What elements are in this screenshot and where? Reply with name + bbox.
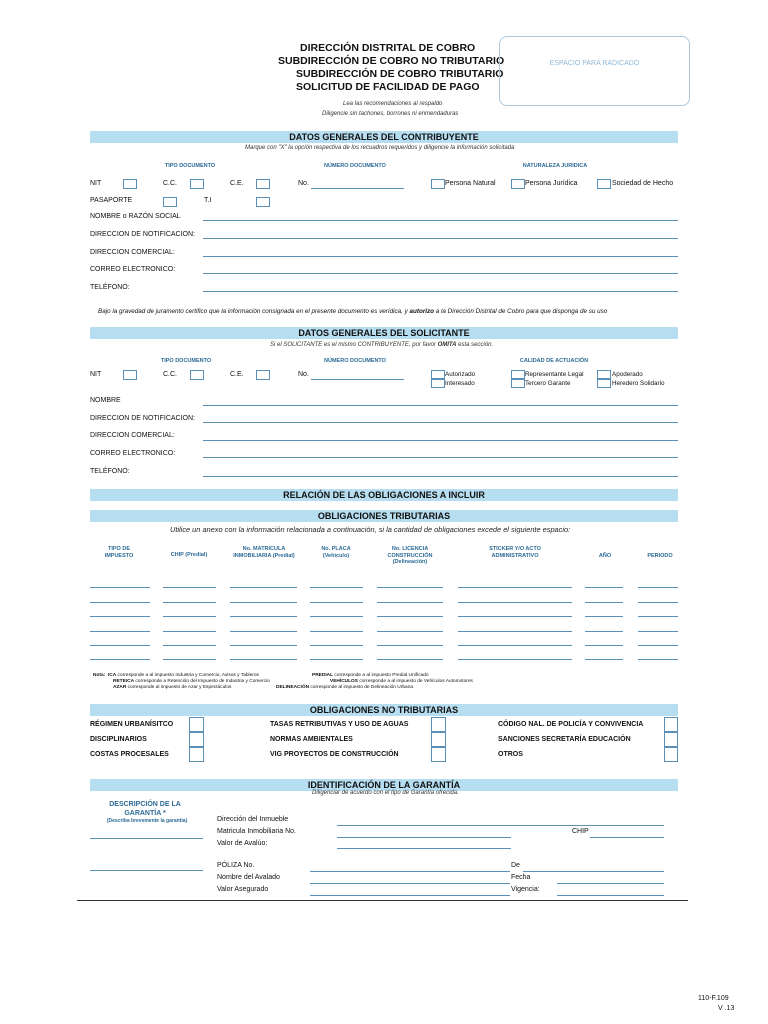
checkbox-apoderado[interactable] [597,370,611,379]
col-naturaleza-juridica: NATURALEZA JURIDICA [522,163,588,169]
sol-label-correo-electronico: CORREO ELECTRONICO: [90,450,176,457]
sol-label-direccion-notificacion: DIRECCION DE NOTIFICACION: [90,415,196,422]
input-nombre-razon-social[interactable] [203,220,678,221]
nota-azar [113,685,231,690]
input-de[interactable] [523,871,664,872]
sol-col-calidad-actuacion: CALIDAD DE ACTUACIÓN [519,358,589,364]
header-title-2: SUBDIRECCIÓN DE COBRO NO TRIBUTARIO [278,55,505,67]
col-ano: AÑO [598,553,612,559]
nota-delineacion-key: DELINEACIÓN [276,685,310,690]
sol-label-ce: C.E. [230,371,244,378]
checkbox-ti[interactable] [256,197,270,207]
col-sticker: STICKER Y/O ACTO ADMINISTRATIVO [489,546,541,559]
nota-reteica [113,679,270,684]
tributaria-cell-line[interactable] [585,616,623,617]
section-garantia-title: IDENTIFICACIÓN DE LA GARANTÍA [90,779,678,791]
tributaria-cell-line[interactable] [458,659,572,660]
tributaria-cell-line[interactable] [458,602,572,603]
tributaria-cell-line[interactable] [230,602,297,603]
tributaria-cell-line[interactable] [377,602,443,603]
tributaria-cell-line[interactable] [230,587,297,588]
tributaria-cell-line[interactable] [90,645,150,646]
tributaria-cell-line[interactable] [310,645,363,646]
tributaria-cell-line[interactable] [230,645,297,646]
label-cc: C.C. [163,180,177,187]
solicitante-instr-b: OMITA [437,342,457,348]
label-direccion-comercial: DIRECCION COMERCIAL: [90,249,175,256]
label-matricula-inmobiliaria: Matricula Inmobiliaria No. [217,828,296,835]
sol-checkbox-ce[interactable] [256,370,270,380]
nota-predial [312,673,429,678]
tributaria-cell-line[interactable] [638,616,678,617]
input-valor-asegurado[interactable] [310,895,510,896]
tributaria-cell-line[interactable] [310,631,363,632]
nota-delineacion [276,685,413,690]
tributaria-cell-line[interactable] [585,645,623,646]
label-valor-asegurado: Valor Asegurado [217,886,269,893]
input-direccion-notificacion[interactable] [203,238,678,239]
tributaria-cell-line[interactable] [638,659,678,660]
label-nombre-avalado: Nombre del Avalado [217,874,280,881]
label-tercero-garante: Tercero Garante [525,380,571,387]
tributaria-cell-line[interactable] [230,659,297,660]
label-persona-juridica: Persona Jurídica [525,180,578,187]
input-direccion-comercial[interactable] [203,256,678,257]
input-direccion-inmueble[interactable] [337,825,664,826]
nota-reteica-text: corresponde a Retención del Impuesto de Industria y Comercio [134,679,270,684]
form-code: 110-F.109 [698,995,729,1002]
checkbox-otros[interactable] [664,747,678,762]
header-title-3: SUBDIRECCIÓN DE COBRO TRIBUTARIO [296,68,504,80]
label-interesado: Interesado [445,380,475,387]
juramento-text-b: autorizo [409,308,435,315]
contribuyente-instructions: Marque con "X" la opción respectiva de los recuadros requeridos y diligencie la información solicitada [245,145,515,151]
sol-label-cc: C.C. [163,371,177,378]
section-solicitante-title: DATOS GENERALES DEL SOLICITANTE [90,327,678,339]
radicado-label: ESPACIO PARA RADICADO [549,60,640,67]
garantia-instructions: Diligenciar de acuerdo con el tipo de Garantía ofrecida. [312,790,459,796]
sol-checkbox-cc[interactable] [190,370,204,380]
sol-label-nit: NIT [90,371,102,378]
label-ce: C.E. [230,180,244,187]
input-valor-avaluo[interactable] [337,848,511,849]
sol-col-tipo-documento: TIPO DOCUMENTO [160,358,212,364]
input-chip[interactable] [590,837,664,838]
label-persona-natural: Persona Natural [445,180,496,187]
sol-label-nombre: NOMBRE [90,397,121,404]
label-ti: T.I [204,197,212,204]
checkbox-vig-proyectos[interactable] [431,747,446,762]
tributaria-cell-line[interactable] [377,631,443,632]
checkbox-autorizado[interactable] [431,370,445,379]
checkbox-heredero-solidario[interactable] [597,379,611,388]
nota-label: Nota: [93,673,106,678]
nota-vehiculos-text: corresponde a al impuesto de Vehículos Automotores [358,679,473,684]
label-vig-proyectos: VIG PROYECTOS DE CONSTRUCCIÓN [270,751,399,758]
radicado-box [499,36,690,106]
tributaria-cell-line[interactable] [163,645,216,646]
checkbox-interesado[interactable] [431,379,445,388]
tributaria-cell-line[interactable] [458,645,572,646]
tributaria-cell-line[interactable] [638,602,678,603]
label-valor-avaluo: Valor de Avalúo: [217,840,268,847]
sol-input-telefono[interactable] [203,476,678,477]
col-periodo: PERIODO [647,553,673,559]
label-descripcion-garantia: DESCRIPCIÓN DE LA GARANTÍA * [109,801,181,817]
bottom-divider [77,900,688,901]
tributaria-cell-line[interactable] [377,659,443,660]
header-title-1: DIRECCIÓN DISTRITAL DE COBRO [300,42,476,54]
sol-checkbox-nit[interactable] [123,370,137,380]
label-de: De [511,862,520,869]
checkbox-persona-natural[interactable] [431,179,445,189]
nota-predial-text: corresponde a al impuesto Predial Unificado [333,673,429,678]
label-autorizado: Autorizado [445,371,476,378]
header-recommendation-2: Diligencie sin tachones, borrones ni enmendaduras [322,111,459,117]
header-recommendation-1: Lea las recomendaciones al respaldo [343,101,443,107]
tributaria-cell-line[interactable] [458,587,572,588]
tributaria-cell-line[interactable] [377,616,443,617]
input-descripcion-garantia-2[interactable] [90,870,203,871]
tributaria-cell-line[interactable] [90,587,150,588]
input-correo-electronico[interactable] [203,273,678,274]
label-costas-procesales: COSTAS PROCESALES [90,751,169,758]
checkbox-ce[interactable] [256,179,270,189]
nota-ica-text: corresponde a al impuesto Industria y Comercio, Avisos y Tableros [116,673,259,678]
label-sociedad-hecho: Sociedad de Hecho [612,180,674,187]
tributaria-cell-line[interactable] [638,645,678,646]
nota-vehiculos [330,679,473,684]
input-fecha[interactable] [557,883,664,884]
sol-label-telefono: TELÉFONO: [90,468,130,475]
label-regimen-urbanistico: RÉGIMEN URBANÍSITCO [90,721,174,728]
checkbox-cc[interactable] [190,179,204,189]
tributaria-cell-line[interactable] [458,616,572,617]
label-normas-ambientales: NORMAS AMBIENTALES [270,736,353,743]
tributaria-cell-line[interactable] [458,631,572,632]
sol-label-no: No. [298,371,309,378]
label-direccion-inmueble: Dirección del Inmueble [217,816,289,823]
tributaria-cell-line[interactable] [585,631,623,632]
nota-reteica-key: RETEICA [113,679,135,684]
solicitante-instructions [270,342,493,348]
nota-ica-key: ICA [107,673,117,678]
checkbox-normas-ambientales[interactable] [431,732,446,747]
label-fecha: Fecha [511,874,531,881]
checkbox-pasaporte[interactable] [163,197,177,207]
tributaria-cell-line[interactable] [230,631,297,632]
input-vigencia[interactable] [557,895,664,896]
label-correo-electronico: CORREO ELECTRONICO: [90,266,176,273]
juramento-text-a: Bajo la gravedad de juramento certifico que la información consignada en el presente documento es verídica, y [98,308,410,315]
tributaria-cell-line[interactable] [163,616,216,617]
label-apoderado: Apoderado [612,371,643,378]
tributaria-cell-line[interactable] [638,587,678,588]
sol-input-direccion-comercial[interactable] [203,440,678,441]
label-nit: NIT [90,180,102,187]
tributaria-cell-line[interactable] [310,587,363,588]
tributaria-cell-line[interactable] [90,659,150,660]
checkbox-nit[interactable] [123,179,137,189]
checkbox-tercero-garante[interactable] [511,379,525,388]
checkbox-codigo-policia[interactable] [664,717,678,732]
juramento-text [98,308,607,315]
tributaria-cell-line[interactable] [585,602,623,603]
col-tipo-impuesto: TIPO DE IMPUESTO [104,546,134,559]
tributarias-instructions: Utilice un anexo con la información relacionada a continuación, si la cantidad de obligaciones excede el siguiente espacio: [170,525,571,534]
section-no-tributarias-title: OBLIGACIONES NO TRIBUTARIAS [90,704,678,716]
sol-label-direccion-comercial: DIRECCION COMERCIAL: [90,432,175,439]
juramento-text-c: a la Dirección Distrital de Cobro para que disponga de su uso [434,308,608,315]
nota-vehiculos-key: VEHÍCULOS [330,679,358,684]
sol-input-direccion-notificacion[interactable] [203,422,678,423]
col-numero-documento: NÚMERO DOCUMENTO [324,163,386,169]
col-matricula: No. MATRICULA INMOBILIARIA (Predial) [233,546,295,559]
tributaria-cell-line[interactable] [585,659,623,660]
label-sanciones-educacion: SANCIONES SECRETARÍA EDUCACIÓN [498,736,631,743]
label-tasas-retributivas: TASAS RETRIBUTIVAS Y USO DE AGUAS [270,721,409,728]
tributaria-cell-line[interactable] [310,616,363,617]
sol-col-numero-documento: NÚMERO DOCUMENTO [324,358,386,364]
tributaria-cell-line[interactable] [163,587,216,588]
label-otros: OTROS [498,751,523,758]
nota-azar-key: AZAR [113,685,127,690]
section-contribuyente-title: DATOS GENERALES DEL CONTRIBUYENTE [90,131,678,143]
input-numero-documento[interactable] [311,188,404,189]
input-matricula-inmobiliaria[interactable] [337,837,511,838]
solicitante-instr-c: esta sección. [456,342,494,348]
tributaria-cell-line[interactable] [638,631,678,632]
label-codigo-policia: CÓDIGO NAL. DE POLICÍA Y CONVIVENCIA [498,721,644,728]
tributaria-cell-line[interactable] [163,659,216,660]
sol-input-nombre[interactable] [203,405,678,406]
nota-azar-text: corresponde al impuesto de Azar y Espectáculos [126,685,232,690]
tributaria-cell-line[interactable] [90,616,150,617]
input-nombre-avalado[interactable] [310,883,510,884]
header-title-4: SOLICITUD DE FACILIDAD DE PAGO [296,81,480,93]
label-vigencia: Vigencia: [511,886,540,893]
tributaria-cell-line[interactable] [90,602,150,603]
tributaria-cell-line[interactable] [310,602,363,603]
col-chip: CHIP (Predial) [170,552,208,558]
tributaria-cell-line[interactable] [377,587,443,588]
nota-ica [93,673,259,678]
checkbox-tasas-retributivas[interactable] [431,717,446,732]
input-telefono[interactable] [203,291,678,292]
solicitante-instr-a: Si el SOLICITANTE es el mismo CONTRIBUYENTE, por favor [270,342,438,348]
section-tributarias-title: OBLIGACIONES TRIBUTARIAS [90,510,678,522]
label-pasaporte: PASAPORTE [90,197,133,204]
checkbox-sanciones-educacion[interactable] [664,732,678,747]
input-poliza[interactable] [310,871,510,872]
label-chip: CHIP [572,828,589,835]
form-version: V .13 [718,1005,735,1012]
tributaria-cell-line[interactable] [377,645,443,646]
label-direccion-notificacion: DIRECCION DE NOTIFICACION: [90,231,196,238]
section-relacion-title: RELACIÓN DE LAS OBLIGACIONES A INCLUIR [90,489,678,501]
checkbox-disciplinarios[interactable] [189,732,204,747]
checkbox-sociedad-hecho[interactable] [597,179,611,189]
label-nombre-razon-social: NOMBRE o RAZÓN SOCIAL [90,213,181,220]
label-no: No. [298,180,309,187]
sol-input-numero-documento[interactable] [311,379,404,380]
label-telefono: TELÉFONO: [90,284,130,291]
tributaria-cell-line[interactable] [90,631,150,632]
tributaria-cell-line[interactable] [163,602,216,603]
nota-delineacion-text: corresponde al impuesto de Delineación Urbana [309,685,414,690]
label-representante-legal: Representante Legal [525,371,584,378]
sol-input-correo-electronico[interactable] [203,457,678,458]
checkbox-costas-procesales[interactable] [189,747,204,762]
input-descripcion-garantia-1[interactable] [90,838,203,839]
col-licencia: No. LICENCIA CONSTRUCCIÓN (Delineación) [387,546,433,565]
tributaria-cell-line[interactable] [230,616,297,617]
checkbox-regimen-urbanistico[interactable] [189,717,204,732]
label-heredero-solidario: Heredero Solidario [612,380,665,387]
tributaria-cell-line[interactable] [310,659,363,660]
tributaria-cell-line[interactable] [163,631,216,632]
checkbox-persona-juridica[interactable] [511,179,525,189]
label-poliza: PÓLIZA No. [217,862,255,869]
label-disciplinarios: DISCIPLINARIOS [90,736,147,743]
col-tipo-documento: TIPO DOCUMENTO [164,163,216,169]
nota-predial-key: PREDIAL [312,673,334,678]
col-placa: No. PLACA (Vehículo) [321,546,351,559]
label-describa-garantia: (Describa brevemente la garantía) [106,818,188,824]
tributaria-cell-line[interactable] [585,587,623,588]
checkbox-representante-legal[interactable] [511,370,525,379]
